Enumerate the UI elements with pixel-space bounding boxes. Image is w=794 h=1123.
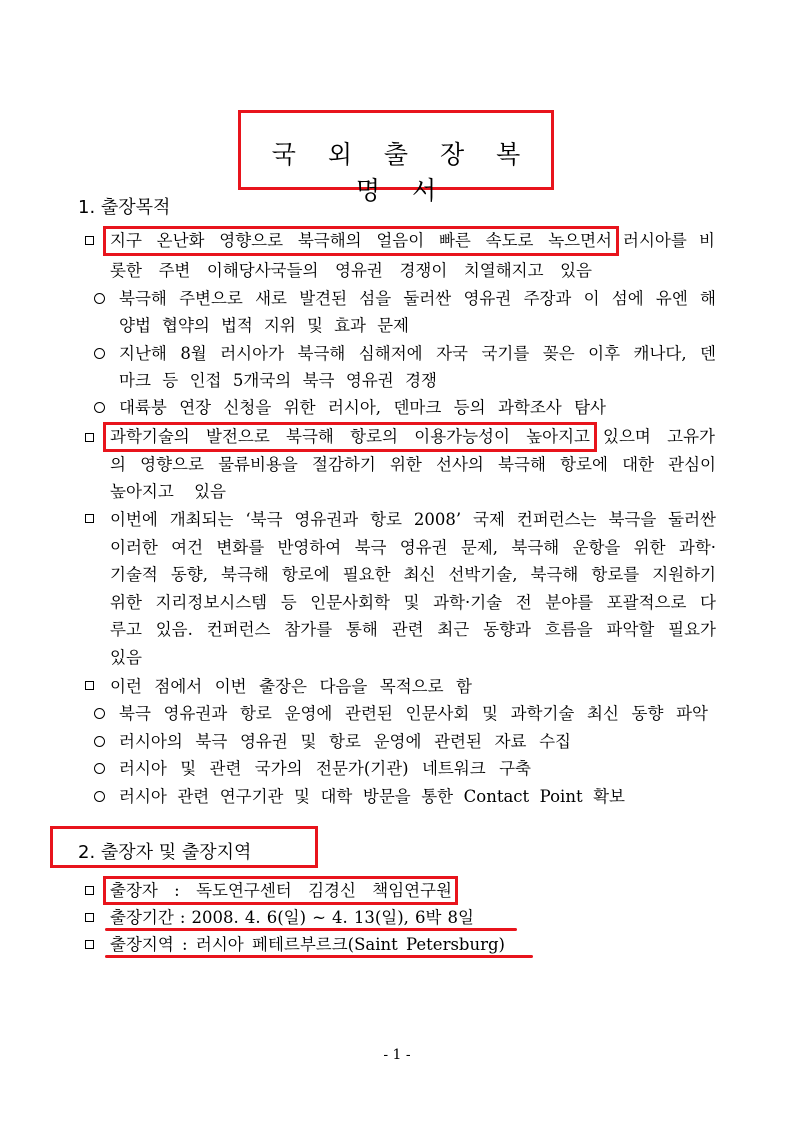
p3-line6: 있음	[110, 648, 142, 667]
square-bullet-icon	[85, 433, 94, 442]
p4-line1: 이런 점에서 이번 출장은 다음을 목적으로 함	[110, 677, 472, 696]
circle-bullet-icon	[94, 293, 105, 304]
objective-4: 러시아 관련 연구기관 및 대학 방문을 통한 Contact Point 확보	[119, 787, 625, 806]
p3-line3: 기술적 동향, 북극해 항로에 필요한 최신 선박기술, 북극해 항로를 지원하기	[110, 565, 716, 584]
objective-2: 러시아의 북극 영유권 및 항로 운영에 관련된 자료 수집	[119, 732, 571, 751]
page-number: - 1 -	[383, 1047, 411, 1063]
c3-line1: 대륙붕 연장 신청을 위한 러시아, 덴마크 등의 과학조사 탐사	[119, 398, 606, 417]
objective-3: 러시아 및 관련 국가의 전문가(기관) 네트워크 구축	[119, 759, 531, 778]
p1-rest: 러시아를 비	[623, 231, 715, 250]
p1-highlight-text: 지구 온난화 영향으로 북극해의 얼음이 빠른 속도로 녹으면서	[110, 231, 612, 250]
underline-period	[105, 928, 517, 931]
circle-bullet-icon	[94, 791, 105, 802]
p1-line2: 롯한 주변 이해당사국들의 영유권 경쟁이 치열해지고 있음	[110, 261, 592, 280]
section2-heading: 2. 출장자 및 출장지역	[78, 842, 252, 863]
p3-line2: 이러한 여건 변화를 반영하여 북극 영유권 문제, 북극해 운항을 위한 과학·	[110, 538, 716, 557]
section1-heading: 1. 출장목적	[78, 197, 171, 218]
square-bullet-icon	[85, 514, 94, 523]
circle-bullet-icon	[94, 763, 105, 774]
square-bullet-icon	[85, 886, 94, 895]
p2-rest: 있으며 고유가	[603, 427, 715, 446]
p1-highlight	[110, 231, 612, 251]
location: 출장지역 : 러시아 페테르부르크(Saint Petersburg)	[110, 935, 505, 954]
title-box	[238, 110, 554, 205]
circle-bullet-icon	[94, 708, 105, 719]
square-bullet-icon	[85, 940, 94, 949]
underline-location	[105, 955, 533, 958]
p2-line2: 의 영향으로 물류비용을 절감하기 위한 선사의 북극해 항로에 대한 관심이	[110, 455, 716, 474]
square-bullet-icon	[85, 913, 94, 922]
objective-1: 북극 영유권과 항로 운영에 관련된 인문사회 및 과학기술 최신 동향 파악	[119, 704, 708, 723]
p3-line5: 루고 있음. 컨퍼런스 참가를 통해 관련 최근 동향과 흐름을 파악할 필요가	[110, 620, 716, 639]
period: 출장기간 : 2008. 4. 6(일) ~ 4. 13(일), 6박 8일	[110, 908, 474, 927]
p3-line4: 위한 지리정보시스템 등 인문사회학 및 과학·기술 전 분야를 포괄적으로 다	[110, 593, 716, 612]
square-bullet-icon	[85, 681, 94, 690]
circle-bullet-icon	[94, 402, 105, 413]
square-bullet-icon	[85, 236, 94, 245]
circle-bullet-icon	[94, 736, 105, 747]
c1-line1: 북극해 주변으로 새로 발견된 섬을 둘러싼 영유권 주장과 이 섬에 유엔 해	[119, 289, 716, 308]
c2-line2: 마크 등 인접 5개국의 북극 영유권 경쟁	[119, 371, 437, 390]
c2-line1: 지난해 8월 러시아가 북극해 심해저에 자국 국기를 꽂은 이후 캐나다, 덴	[119, 344, 716, 363]
p2-line3: 높아지고 있음	[110, 482, 226, 501]
circle-bullet-icon	[94, 348, 105, 359]
p3-line1: 이번에 개최되는 ‘북극 영유권과 항로 2008’ 국제 컨퍼런스는 북극을 둘러싼	[110, 510, 716, 529]
c1-line2: 양법 협약의 법적 지위 및 효과 문제	[119, 316, 409, 335]
document-title: 국 외 출 장 복 명 서	[271, 140, 533, 205]
p2-highlight: 과학기술의 발전으로 북극해 항로의 이용가능성이 높아지고	[110, 427, 590, 446]
traveler: 출장자 : 독도연구센터 김경신 책임연구원	[110, 881, 452, 900]
